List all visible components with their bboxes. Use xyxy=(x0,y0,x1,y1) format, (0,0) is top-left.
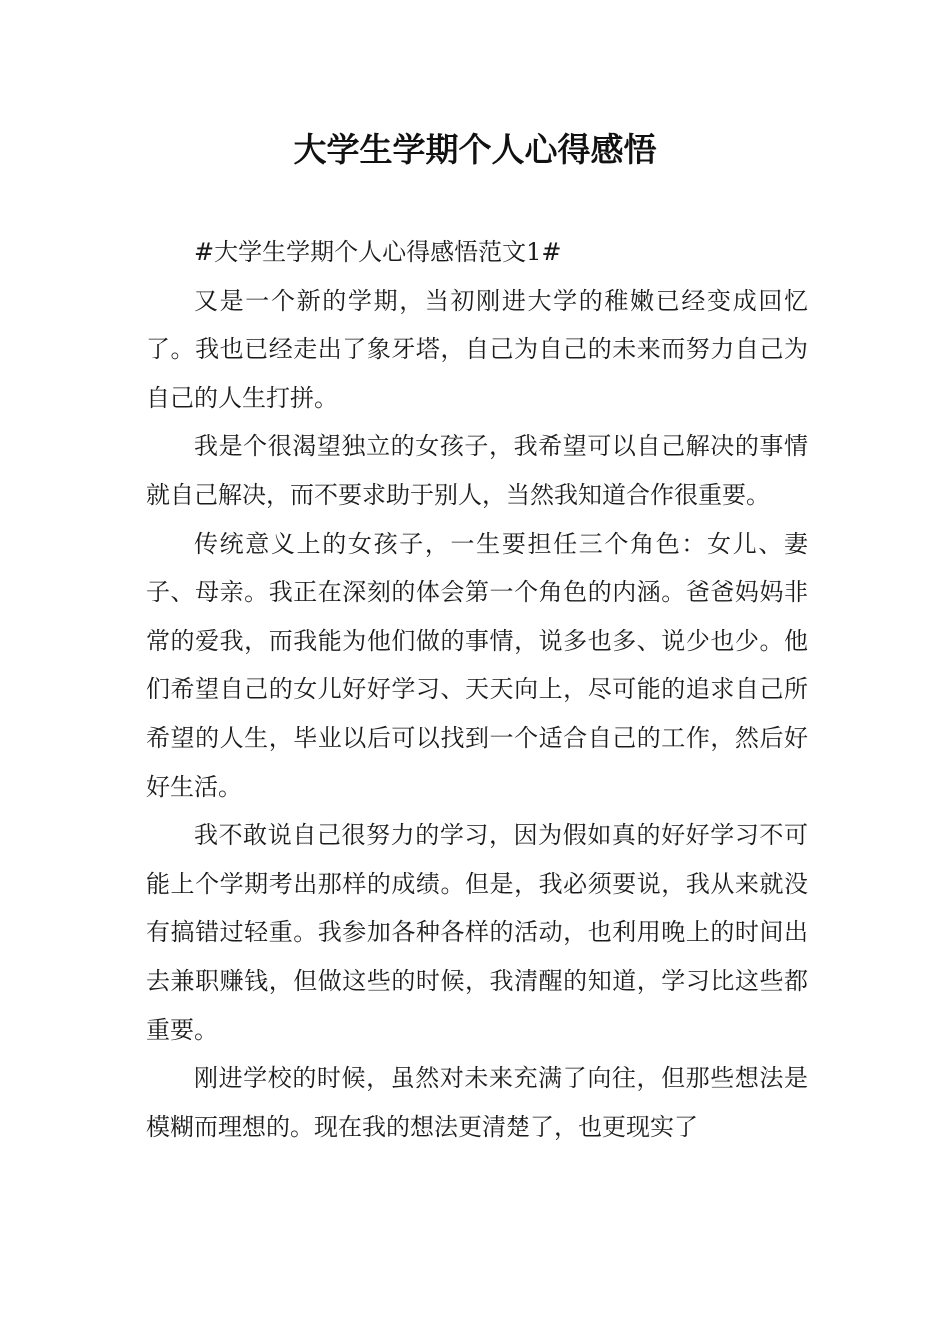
paragraph: 传统意义上的女孩子，一生要担任三个角色：女儿、妻子、母亲。我正在深刻的体会第一个角色的内涵。爸爸妈妈非常的爱我，而我能为他们做的事情，说多也多、说少也少。他们希望自己的女儿好好学习、天天向上，尽可能的追求自己所希望的人生，毕业以后可以找到一个适合自己的工作，然后好好生活。 xyxy=(146,529,808,801)
paragraph: 我是个很渴望独立的女孩子，我希望可以自己解决的事情就自己解决，而不要求助于别人，当然我知道合作很重要。 xyxy=(146,432,808,509)
document-body xyxy=(146,228,808,1151)
paragraph-heading: #大学生学期个人心得感悟范文1# xyxy=(194,238,562,266)
paragraph: 又是一个新的学期，当初刚进大学的稚嫩已经变成回忆了。我也已经走出了象牙塔，自己为自己的未来而努力自己为自己的人生打拼。 xyxy=(146,286,808,412)
paragraph: 我不敢说自己很努力的学习，因为假如真的好好学习不可能上个学期考出那样的成绩。但是，我必须要说，我从来就没有搞错过轻重。我参加各种各样的活动，也利用晚上的时间出去兼职赚钱，但做这些的时候，我清醒的知道，学习比这些都重要。 xyxy=(146,821,808,1044)
paragraph: 刚进学校的时候，虽然对未来充满了向往，但那些想法是模糊而理想的。现在我的想法更清楚了，也更现实了 xyxy=(146,1064,808,1141)
document-title: 大学生学期个人心得感悟 xyxy=(293,130,657,169)
